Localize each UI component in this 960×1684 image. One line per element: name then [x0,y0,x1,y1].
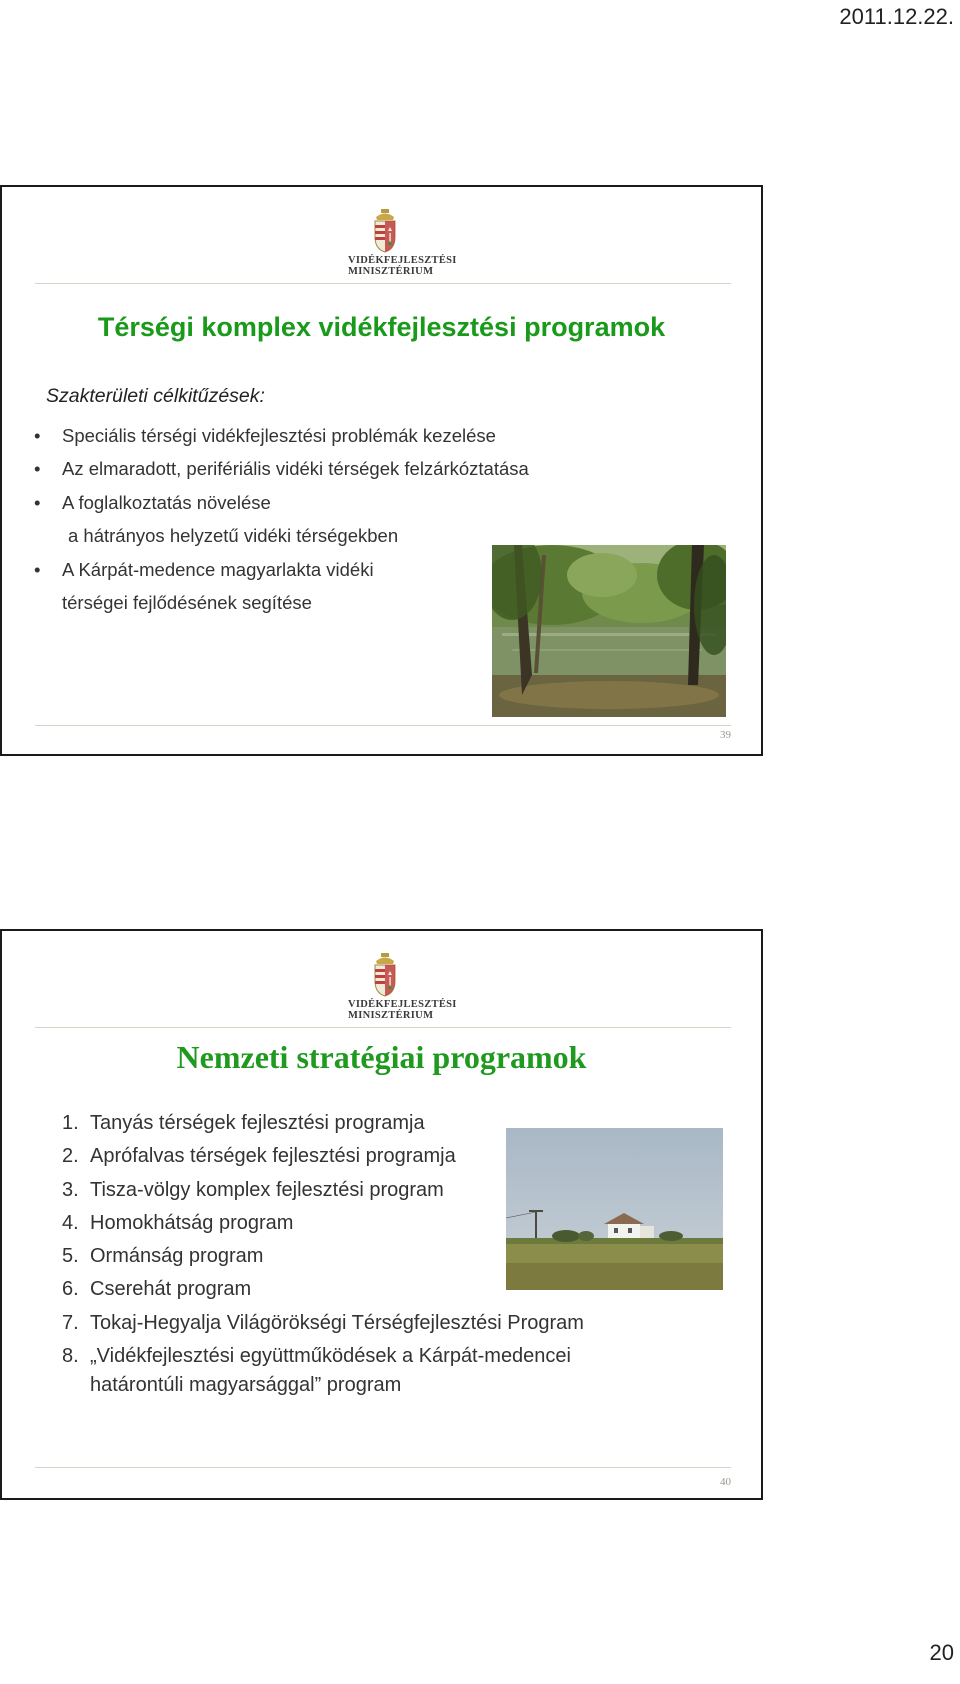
ministry-logo [348,953,457,1021]
bullet-text: Az elmaradott, perifériális vidéki térségek felzárkóztatása [62,458,529,480]
list-item [32,486,529,519]
page-number: 20 [929,1640,954,1665]
slide-39 [0,185,763,756]
bullet-list [32,419,529,619]
header-divider [35,1027,731,1028]
bullet-text: a hátrányos helyzetű vidéki térségekben [68,525,399,547]
bullet-marker: • [34,558,41,580]
item-number: 6. [62,1278,79,1301]
logo-line-1: VIDÉKFEJLESZTÉSI [348,255,457,266]
bullet-marker: • [34,425,41,446]
list-item [32,452,529,485]
slide-title: Nemzeti stratégiai programok [176,1039,587,1075]
footer-divider [35,1467,731,1468]
footer-divider [35,725,731,726]
list-item [62,1371,584,1400]
list-item [62,1309,584,1338]
item-text: Tisza-völgy komplex fejlesztési program [90,1178,444,1201]
document-date: 2011.12.22. [839,4,954,29]
coat-of-arms-icon [372,953,398,997]
lake-photo [492,545,726,717]
bullet-marker: • [34,491,41,513]
item-text: Cserehát program [90,1278,252,1301]
item-text: Tanyás térségek fejlesztési programja [90,1112,425,1134]
item-number: 1. [62,1112,79,1134]
item-number: 8. [62,1345,79,1368]
item-number: 2. [62,1145,79,1168]
logo-line-1: VIDÉKFEJLESZTÉSI [348,999,457,1010]
logo-line-2: MINISZTÉRIUM [348,1010,434,1021]
list-item [32,553,529,586]
bullet-text: A foglalkoztatás növelése [62,491,271,513]
coat-of-arms-icon [372,209,398,253]
slide-40 [0,929,763,1500]
header-divider [35,283,731,284]
slide-subtitle: Szakterületi célkitűzések: [46,385,265,407]
list-item [32,519,529,552]
item-number: 5. [62,1245,79,1268]
item-text: határontúli magyarsággal” program [90,1374,402,1397]
ministry-logo [348,209,457,277]
list-item [32,586,529,619]
list-item [62,1342,584,1371]
item-number: 3. [62,1178,79,1201]
item-text: Tokaj-Hegyalja Világörökségi Térségfejlesztési Program [90,1311,584,1334]
farmhouse-photo [506,1128,723,1290]
logo-line-2: MINISZTÉRIUM [348,266,434,277]
slide-title: Térségi komplex vidékfejlesztési programok [97,312,666,342]
item-number: 7. [62,1311,79,1334]
bullet-marker: • [34,458,41,480]
item-number: 4. [62,1211,79,1234]
bullet-text: térségei fejlődésének segítése [62,591,312,613]
item-text: Aprófalvas térségek fejlesztési programja [90,1145,456,1168]
slide-number: 39 [720,729,731,741]
bullet-text: Speciális térségi vidékfejlesztési problémák kezelése [62,425,496,446]
item-text: „Vidékfejlesztési együttműködések a Kárpát-medencei [90,1345,571,1368]
slide-number: 40 [720,1476,731,1488]
item-text: Homokhátság program [90,1211,294,1234]
list-item [32,419,529,452]
bullet-text: A Kárpát-medence magyarlakta vidéki [62,558,374,580]
item-text: Ormánság program [90,1245,264,1268]
